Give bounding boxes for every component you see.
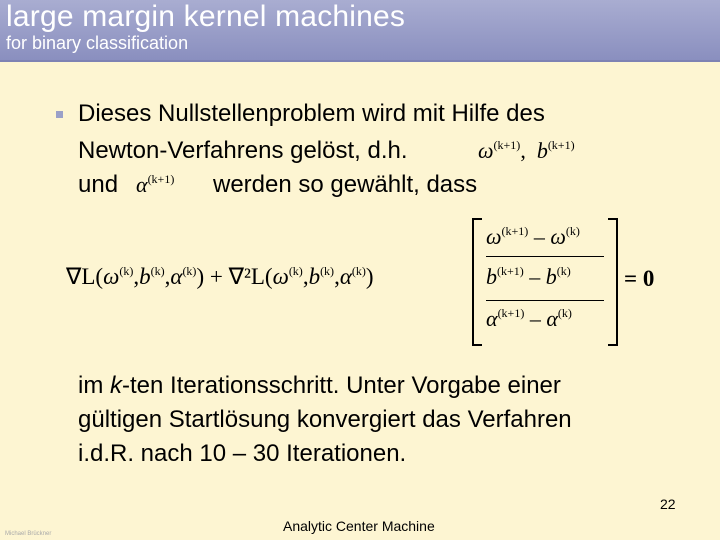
slide-title: large margin kernel machines — [6, 0, 406, 33]
omega-symbol: ω — [272, 264, 289, 289]
vector-row-b — [486, 264, 571, 290]
comma: , — [302, 264, 309, 289]
minus: – — [529, 264, 541, 289]
alpha-symbol: α — [136, 172, 148, 197]
superscript: (k+1) — [497, 306, 525, 320]
superscript: (k) — [351, 264, 366, 278]
alpha-symbol: α — [170, 264, 183, 289]
vector-row-omega — [486, 224, 580, 250]
omega-symbol: ω — [478, 138, 494, 163]
b-symbol: b — [536, 138, 548, 163]
superscript: (k+1) — [493, 138, 521, 152]
math-alpha-k1 — [136, 172, 174, 198]
text-line-4 — [78, 372, 561, 400]
alpha-symbol: α — [339, 264, 352, 289]
hessian-L: ) + ∇²L( — [196, 264, 273, 289]
header-divider — [0, 60, 720, 62]
b-symbol: b — [545, 264, 557, 289]
comma: , — [133, 264, 140, 289]
comma: , — [520, 138, 526, 163]
text-line-4-k: k — [110, 372, 122, 399]
superscript: (k) — [556, 264, 571, 278]
footer-title: Analytic Center Machine — [283, 518, 435, 534]
superscript: (k) — [288, 264, 303, 278]
page-number: 22 — [660, 496, 676, 512]
comma: , — [334, 264, 340, 289]
superscript: (k+1) — [547, 138, 575, 152]
gradient-L: ∇L( — [66, 264, 104, 289]
text-line-3b: werden so gewählt, dass — [213, 171, 478, 198]
separator-line — [486, 300, 604, 301]
omega-symbol: ω — [103, 264, 120, 289]
comma: , — [164, 264, 171, 289]
close-paren: ) — [365, 264, 374, 289]
b-symbol: b — [308, 264, 321, 289]
superscript: (k+1) — [497, 264, 524, 278]
text-line-3a: und — [78, 171, 119, 198]
separator-line — [486, 256, 604, 257]
author-name: Michael Brückner — [5, 531, 52, 537]
b-symbol: b — [486, 264, 497, 289]
text-line-4-pre: im — [78, 372, 110, 399]
text-line-1: Dieses Nullstellenproblem wird mit Hilfe des — [78, 100, 545, 127]
update-vector — [472, 218, 618, 344]
omega-symbol: ω — [486, 224, 502, 249]
alpha-symbol: α — [546, 306, 558, 331]
superscript: (k) — [565, 224, 580, 238]
superscript: (k) — [150, 264, 165, 278]
math-omega-b-k1 — [478, 138, 575, 164]
b-symbol: b — [139, 264, 151, 289]
left-bracket — [472, 218, 482, 346]
slide-header — [0, 0, 720, 60]
text-line-6: i.d.R. nach 10 – 30 Iterationen. — [78, 440, 407, 467]
newton-equation-lhs — [66, 264, 374, 290]
slide-subtitle: for binary classification — [6, 33, 189, 53]
equals-zero: = 0 — [624, 266, 655, 291]
vector-row-alpha — [486, 306, 572, 332]
text-line-5: gültigen Startlösung konvergiert das Verfahren — [78, 406, 572, 433]
superscript: (k) — [557, 306, 572, 320]
superscript: (k) — [119, 264, 134, 278]
minus: – — [533, 224, 545, 249]
superscript: (k) — [320, 264, 335, 278]
text-line-2: Newton-Verfahrens gelöst, d.h. — [78, 137, 408, 164]
superscript: (k) — [182, 264, 197, 278]
minus: – — [529, 306, 541, 331]
text-line-4-post: -ten Iterationsschritt. Unter Vorgabe einer — [122, 372, 561, 399]
alpha-symbol: α — [486, 306, 498, 331]
superscript: (k+1) — [501, 224, 529, 238]
right-bracket — [608, 218, 618, 346]
bullet-marker — [56, 111, 63, 118]
superscript: (k+1) — [147, 172, 175, 186]
omega-symbol: ω — [550, 224, 566, 249]
